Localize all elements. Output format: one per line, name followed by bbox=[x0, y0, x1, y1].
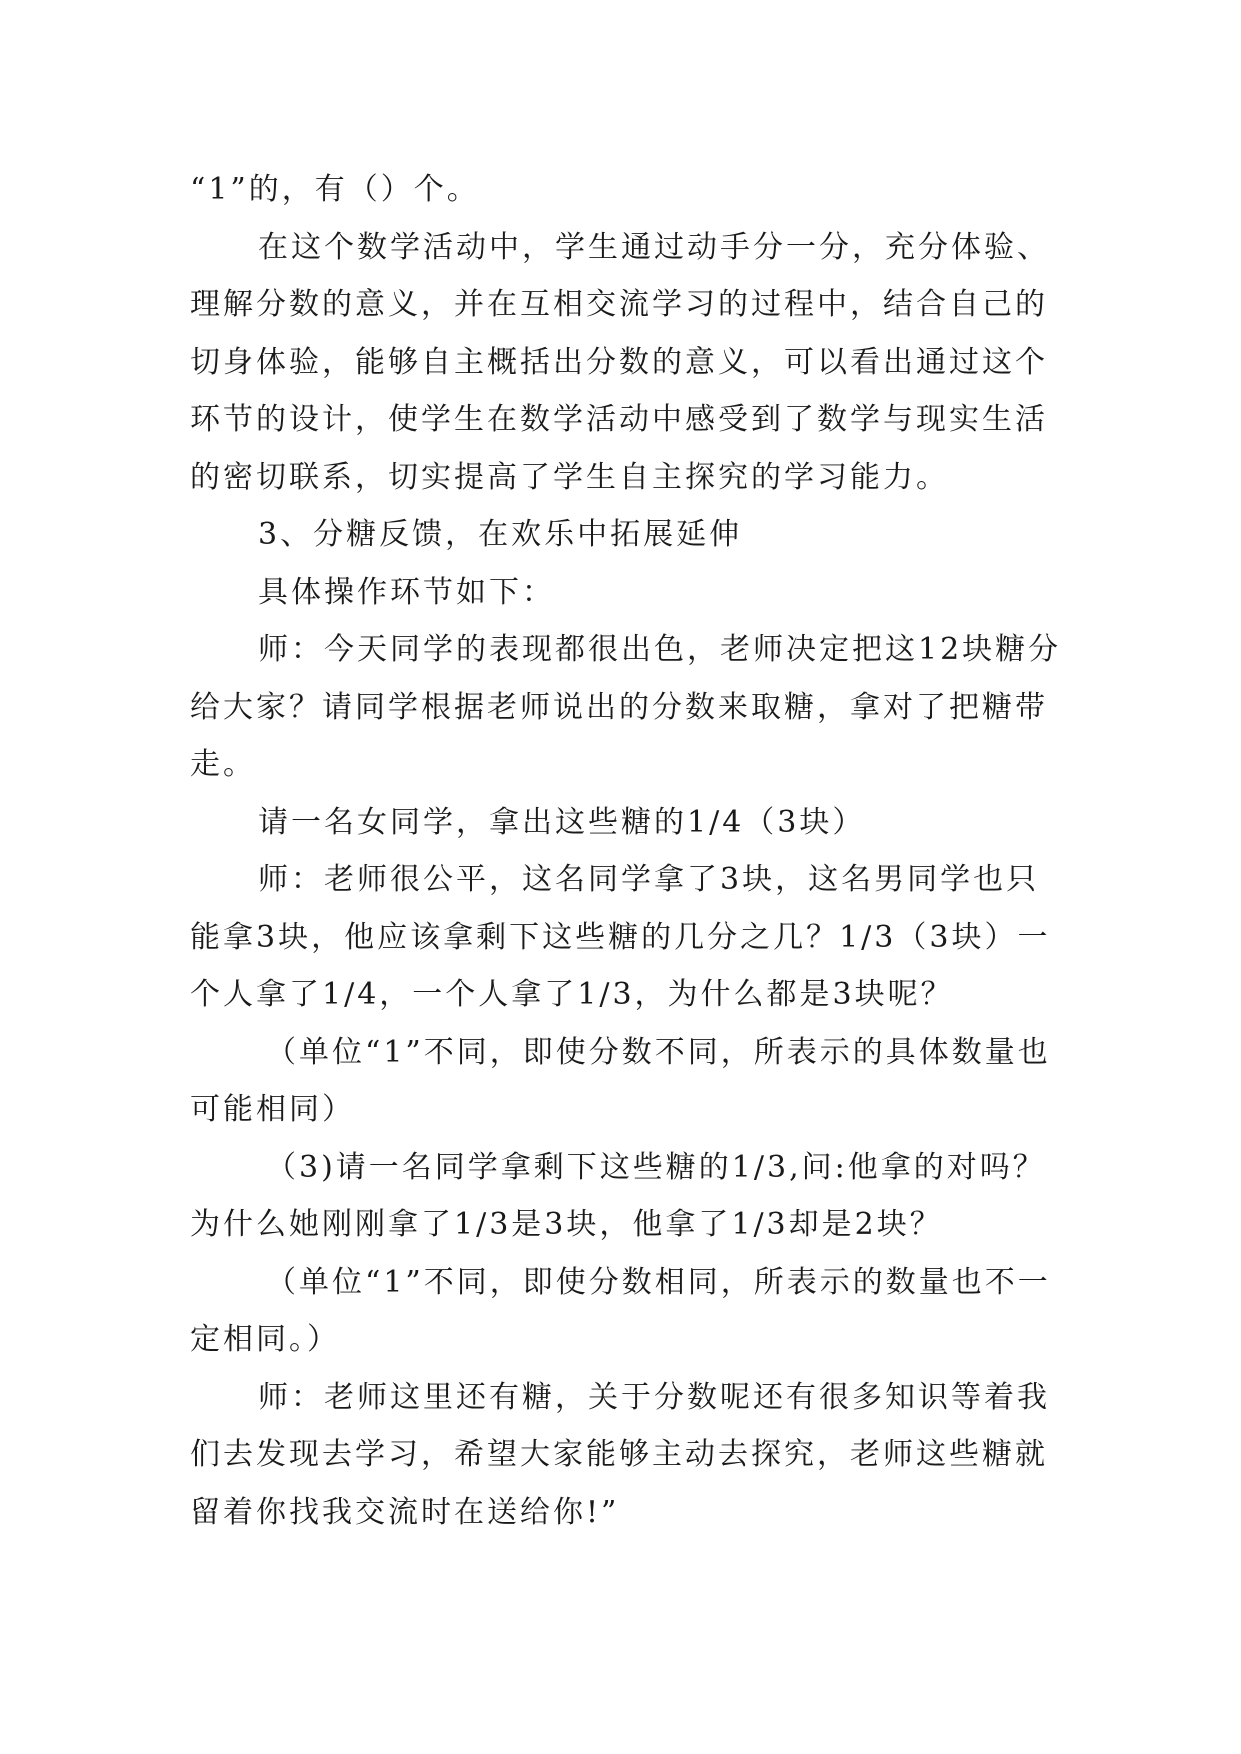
paragraph-teacher-2: 师：老师很公平，这名同学拿了3块，这名男同学也只能拿3块，他应该拿剩下这些糖的几分之几？1/3（3块）一个人拿了1/4，一个人拿了1/3，为什么都是3块呢？ bbox=[190, 862, 1051, 1012]
paragraph-intro: 具体操作环节如下： bbox=[258, 574, 555, 610]
document-body bbox=[190, 161, 1070, 1541]
paragraph-note-2: （单位“1”不同，即使分数相同，所表示的数量也不一定相同。） bbox=[190, 1264, 1051, 1357]
paragraph-teacher-1: 师：今天同学的表现都很出色，老师决定把这12块糖分给大家？请同学根据老师说出的分数来取糖，拿对了把糖带走。 bbox=[190, 632, 1062, 782]
section-heading: 3、分糖反馈，在欢乐中拓展延伸 bbox=[258, 517, 743, 552]
paragraph-note-1: （单位“1”不同，即使分数不同，所表示的具体数量也可能相同） bbox=[190, 1034, 1051, 1127]
paragraph-step-1: 请一名女同学，拿出这些糖的1/4（3块） bbox=[258, 804, 866, 840]
paragraph-continuation: “1”的，有（）个。 bbox=[190, 172, 480, 207]
paragraph-step-3: （3)请一名同学拿剩下这些糖的1/3,问:他拿的对吗？为什么她刚刚拿了1/3是3块，他拿了1/3却是2块？ bbox=[190, 1149, 1046, 1242]
paragraph-activity-summary: 在这个数学活动中，学生通过动手分一分，充分体验、理解分数的意义，并在互相交流学习的过程中，结合自己的切身体验，能够自主概括出分数的意义，可以看出通过这个环节的设计，使学生在数学活动中感受到了数学与现实生活的密切联系，切实提高了学生自主探究的学习能力。 bbox=[190, 229, 1050, 495]
paragraph-teacher-closing: 师：老师这里还有糖，关于分数呢还有很多知识等着我们去发现去学习，希望大家能够主动去探究，老师这些糖就留着你找我交流时在送给你!” bbox=[190, 1379, 1050, 1530]
